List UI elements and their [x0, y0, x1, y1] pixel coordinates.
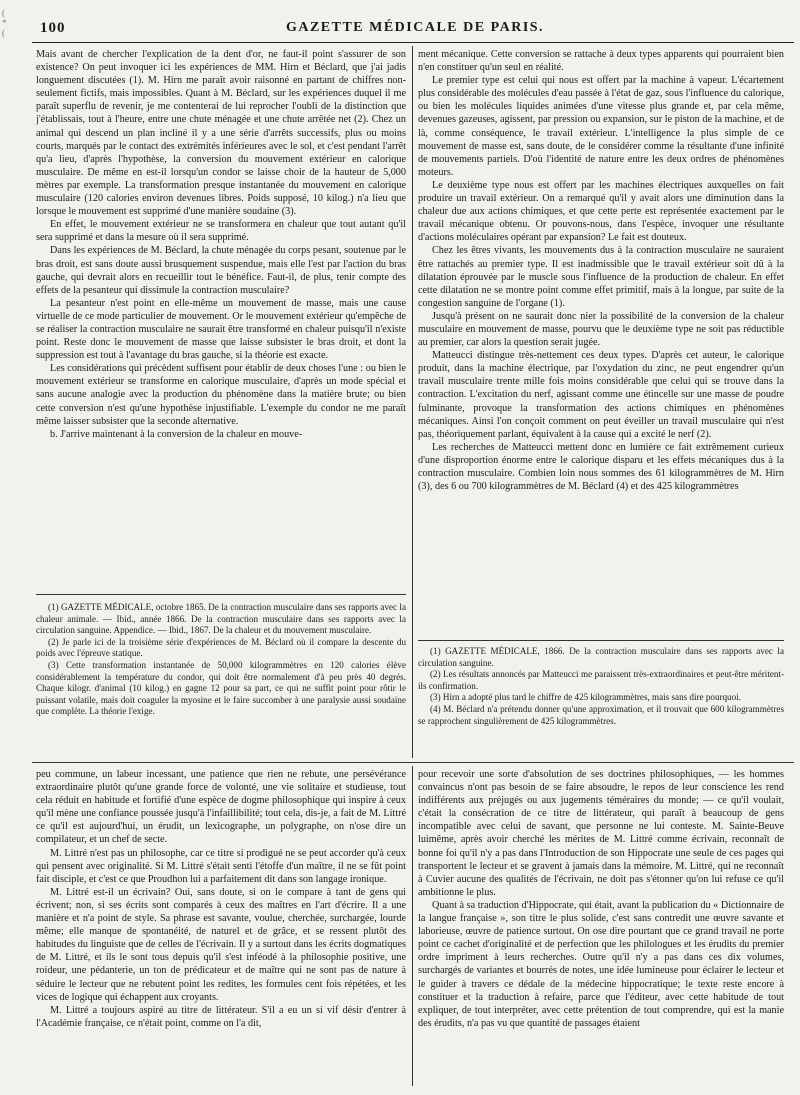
paragraph: Le premier type est celui qui nous est offert par la machine à vapeur. L'écartement plus considérable des molécules d'eau passée à l'état de gaz, sous l'influence du calorique, ou bien les molécules liquides animées d'une vitesse plus grande et, par cela même, devenues gazeuses, agissent, par pression ou expansion, sur le piston de la machine, et de là, comme conséquence, le travail extérieur. L'intelligence la plus simple de ce mouvement de masse est, sans doute, de le considérer comme la résultante d'une infinité de mouvements partiels. D'où l'identité de nature entre les deux ordres de phénomènes moteurs. [418, 75, 784, 178]
paragraph: Quant à sa traduction d'Hippocrate, qui était, avant la publication du « Dictionnaire de la langue française », son titre le plus solide, c'est sans contredit une œuvre savante et laborieuse, œuvre de patience surtout. On ose dire pourtant que ce grand travail ne porte point ce cachet d'originalité et de perfection que les philologues et les érudits du premier ordre impriment à leurs recherches. Outre qu'il n'y a pas dans ces dix volumes, surchargés de variantes et bourrés de notes, une idée lumineuse pour éclairer le lecteur et le guider à travers ce dédale de la médecine hippocratique; le texte reste encore à constituer et la traduction à refaire, parce que l'éditeur, avec cette habitude de tout expliquer, de tout interpréter, avec cette prétention de tout comprendre, qui est la manie des érudits, n'a pas vu que quantité de passages étaient [418, 899, 784, 1029]
paragraph: Chez les êtres vivants, les mouvements dus à la contraction musculaire ne sauraient être rattachés au premier type. Il est inadmissible que le travail extérieur soit dû à la dilatation éprouvée par le muscle sous l'influence de la production de chaleur. En effet cette dilatation ne se montre point comme effet primitif, mais à la longue, par suite de la congestion sanguine de l'organe (1). [418, 245, 784, 309]
gutter-mark: * [2, 18, 7, 28]
gutter-mark: ( [2, 8, 5, 18]
paragraph: pour recevoir une sorte d'absolution de ses doctrines philosophiques, — les hommes convaincus n'ont pas besoin de se faire absoudre, le repos de leur conscience les rend indifférents aux préjugés ou aux jugements téméraires du monde; — ce qu'il voulait, c'était la consécration de ce titre de littérateur, qui paraît à beaucoup de gens incompatible avec celui de savant, que personne ne lui conteste. M. Sainte-Beuve luimême, après avoir cherché les mérites de M. Littré comme écrivain, reconnaît de bonne foi qu'il n'y a pas dans l'Introduction de son Hippocrate une seule de ces pages qui transportent le lecteur et se gravent à jamais dans la mémoire. M. Littré, qui ne reconnaît à Cuvier aucune des qualités de l'écrivain, ne doit pas s'étonner qu'on lui refuse ce qu'il ambitionne le plus. [418, 769, 784, 898]
section-rule [32, 762, 794, 763]
gutter-mark: ( [2, 28, 5, 38]
page-number: 100 [40, 20, 66, 36]
footnote-rule [36, 594, 406, 595]
paragraph: Le deuxième type nous est offert par les machines électriques auxquelles on fait produire un travail extérieur. On a remarqué qu'il y avait alors une diminution dans la chaleur due aux actions chimiques, et que cette perte est représentée exactement par le travail mécanique obtenu. Or pouvons-nous, dans l'espèce, invoquer une résultante d'actions moléculaires opérant par expansion? Le fait est douteux. [418, 179, 784, 244]
upper-right-column [418, 48, 784, 634]
footnotes-left [36, 602, 406, 754]
paragraph: Les considérations qui précèdent suffisent pour établir de deux choses l'une : ou bien le mouvement extérieur se transforme en calorique musculaire, d'après un mode spécial et sans aucune analogie avec la production du phénomène dans la matière brute; ou bien cette conversion n'est qu'une hypothèse injustifiable. L'exemple du condor ne me paraît même laisser subsister que la seconde alternative. [36, 363, 406, 427]
footnote: (4) M. Béclard n'a prétendu donner qu'une approximation, et il trouvait que 600 kilogrammètres se rapprochent singulièrement de 425 kilogrammètres. [418, 703, 784, 726]
paragraph: M. Littré a toujours aspiré au titre de littérateur. S'il a eu un si vif désir d'entrer à l'Académie française, ce n'était point, comme on l'a dit, [36, 1004, 406, 1029]
lower-left-column [36, 768, 406, 1086]
gutter-marks [2, 8, 28, 68]
footnote: (1) GAZETTE MÉDICALE, octobre 1865. De la contraction musculaire dans ses rapports avec la chaleur animale. — Ibid., année 1866. De la contraction musculaire dans ses rapports avec la circulation sanguine. Appendice. — Ibid., 1867. De la chaleur et du mouvement musculaire. [36, 602, 406, 636]
upper-left-column [36, 48, 406, 586]
paragraph: Les recherches de Matteucci mettent donc en lumière ce fait extrêmement curieux d'une disproportion énorme entre le calorique disparu et les effets mécaniques dus à la contraction musculaire. Combien loin nous sommes des 61 kilogrammètres de M. Hirn (3), des 6 ou 700 kilogrammètres de M. Béclard (4) et des 425 kilogrammètres [418, 441, 784, 493]
journal-title: GAZETTE MÉDICALE DE PARIS. [285, 20, 545, 35]
paragraph: M. Littré est-il un écrivain? Oui, sans doute, si on le compare à tant de gens qui écrivent; non, si ses écrits sont comparés à ceux des maîtres en l'art d'écrire. Il a une manière et n'a point de style. Sa phrase est savante, voulue, cherchée, surchargée, lourde même; elle manque de spontanéité, de naturel et de grâce, et se ressent plutôt des habitudes du linguiste que de celles de l'écrivain. Il y a surtout dans les écrits dogmatiques de M. Littré, et ils le sont tous depuis qu'il s'est inféodé à la philosophie positive, une roideur, une pédanterie, un ton de prédicateur et de maître qui ne sont pas de nature à séduire le lecteur que ne rebutent point les redites, les formules cent fois répétées, et les vices de logique qui échappent aux croyants. [36, 886, 406, 1003]
page-header [40, 20, 790, 40]
paragraph: La pesanteur n'est point en elle-même un mouvement de masse, mais une cause virtuelle de ce mode particulier de mouvement. Or le mouvement extérieur qu'empêche de se réaliser la contraction musculaire ne saurait être transformé en chaleur puisqu'il n'existe point. Reste donc le mouvement de masse que laisse subsister le bras droit, et dont la suppression est tout à l'avantage du bras gauche, si la théorie est exacte. [36, 297, 406, 362]
footnote: (1) GAZETTE MÉDICALE, 1866. De la contraction musculaire dans ses rapports avec la circulation sanguine. [418, 646, 784, 668]
paragraph: peu commune, un labeur incessant, une patience que rien ne rebute, une persévérance extraordinaire plutôt qu'une grande force de volonté, une vie solitaire et studieuse, tout cela réduit en habitude et fortifié d'une espèce de dogme philosophique qui inspire à ceux qu'il mène une confiance poussée jusqu'à l'infaillibilité; tout cela, dis-je, a fait de M. Littré ce qu'il est aujourd'hui, un érudit, un lexicographe, un polygraphe, on n'ose dire un compilateur, et un chef de secte. [36, 769, 406, 846]
footnote: (3) Cette transformation instantanée de 50,000 kilogrammètres en 120 calories élève considérablement la température du condor, qui doit être normalement d'à peu près 40 degrés. Chaque kilogr. d'animal (10 kilog.) en gagne 12 pour sa part, ce qui ne suffit point pour rôtir le puissant volatile, mais doit coaguler la myosine et le faire succomber à une paralysie aussi soudaine que complète. La théorie l'exige. [36, 659, 406, 717]
column-divider [412, 46, 413, 758]
paragraph: En effet, le mouvement extérieur ne se transformera en chaleur que tout autant qu'il sera supprimé et dans la mesure où il sera supprimé. [36, 219, 406, 244]
footnote: (2) Les résultats annoncés par Matteucci me paraissent très-extraordinaires et peut-être méritent-ils confirmation. [418, 669, 784, 691]
footnote-rule [418, 640, 784, 641]
paragraph: Mais avant de chercher l'explication de la dent d'or, ne faut-il point s'assurer de son existence? On peut invoquer ici les expériences de MM. Hirn et Béclard, que j'ai jadis longuement discutées (1). M. Hirn me paraît avoir raisonné en partant de chiffres non-seulement fictifs, mais impossibles. Quant à M. Béclard, sur les expériences duquel il me paraît superflu de revenir, je me contenterai de lui reprocher l'oubli de la distinction que j'établissais, tout à l'heure, entre une chute ménagée et une chute arrêtée net (2). Chez un animal qui descend un plan incliné il y a une série d'arrêts successifs, plus ou moins courts, marqués par le contact des extrémités inférieures avec le sol, et c'est pendant l'arrêt qu'a lieu, d'après l'hypothèse, la conversion du mouvement extérieur en calorique musculaire. De même en est-il lorsqu'un condor se laisse choir de la hauteur de 5,000 mètres par exemple. La transformation presque instantanée du mouvement en calorique musculaire (120 calories environ devenues libres. Poids supposé, 10 kilog.) n'a lieu que lorsque le mouvement est supprimé d'une manière soudaine (3). [36, 49, 406, 218]
paragraph: M. Littré n'est pas un philosophe, car ce titre si prodigué ne se peut accorder qu'à ceux qui pensent avec originalité. Si M. Littré s'était senti l'étoffe d'un maître, il ne se fût point fait disciple, et c'est ce que Proudhon lui a parfaitement dit dans son langage ironique. [36, 847, 406, 885]
footnote: (3) Hirn a adopté plus tard le chiffre de 425 kilogrammètres, mais sans dire pourquoi. [430, 692, 741, 703]
paragraph: ment mécanique. Cette conversion se rattache à deux types apparents qui pourraient bien n'en constituer qu'un seul en réalité. [418, 49, 784, 74]
paragraph: Dans les expériences de M. Béclard, la chute ménagée du corps pesant, soutenue par le bras droit, est sans doute aussi brusquement suspendue, mais elle l'est par l'action du bras gauche, qui devrait alors en recueillir tout le bénéfice. Faut-il, de plus, tenir compte des effets de la pesanteur qui dissimule la contraction musculaire? [36, 245, 406, 296]
header-rule [32, 42, 794, 43]
footnotes-right [418, 646, 784, 756]
column-divider [412, 766, 413, 1086]
footnote: (2) Je parle ici de la troisième série d'expériences de M. Béclard où il compare la descente du poids avec l'épreuve statique. [36, 636, 406, 659]
paragraph: Jusqu'à présent on ne saurait donc nier la possibilité de la conversion de la chaleur musculaire en mouvement de masse, pourvu que le deuxième type ne soit pas réductible au premier, car alors la question serait jugée. [418, 310, 784, 349]
lower-right-column [418, 768, 784, 1086]
paragraph: b. J'arrive maintenant à la conversion de la chaleur en mouve- [50, 428, 303, 440]
paragraph: Matteucci distingue très-nettement ces deux types. D'après cet auteur, le calorique produit, dans la machine électrique, par l'oxydation du zinc, ne peut engendrer qu'un travail musculaire trente mille fois moins considérable que celui qui se trouve dans la contraction. L'excitation du nerf, agissant comme une étincelle sur une masse de poudre fulminante, provoque la transformation des actions chimiques en phénomènes mécaniques. Ainsi l'on conçoit comment on peut éveiller un travail musculaire qui n'est pas, théoriquement parlant, équivalent à la cause qui a excité le nerf (2). [418, 350, 784, 440]
